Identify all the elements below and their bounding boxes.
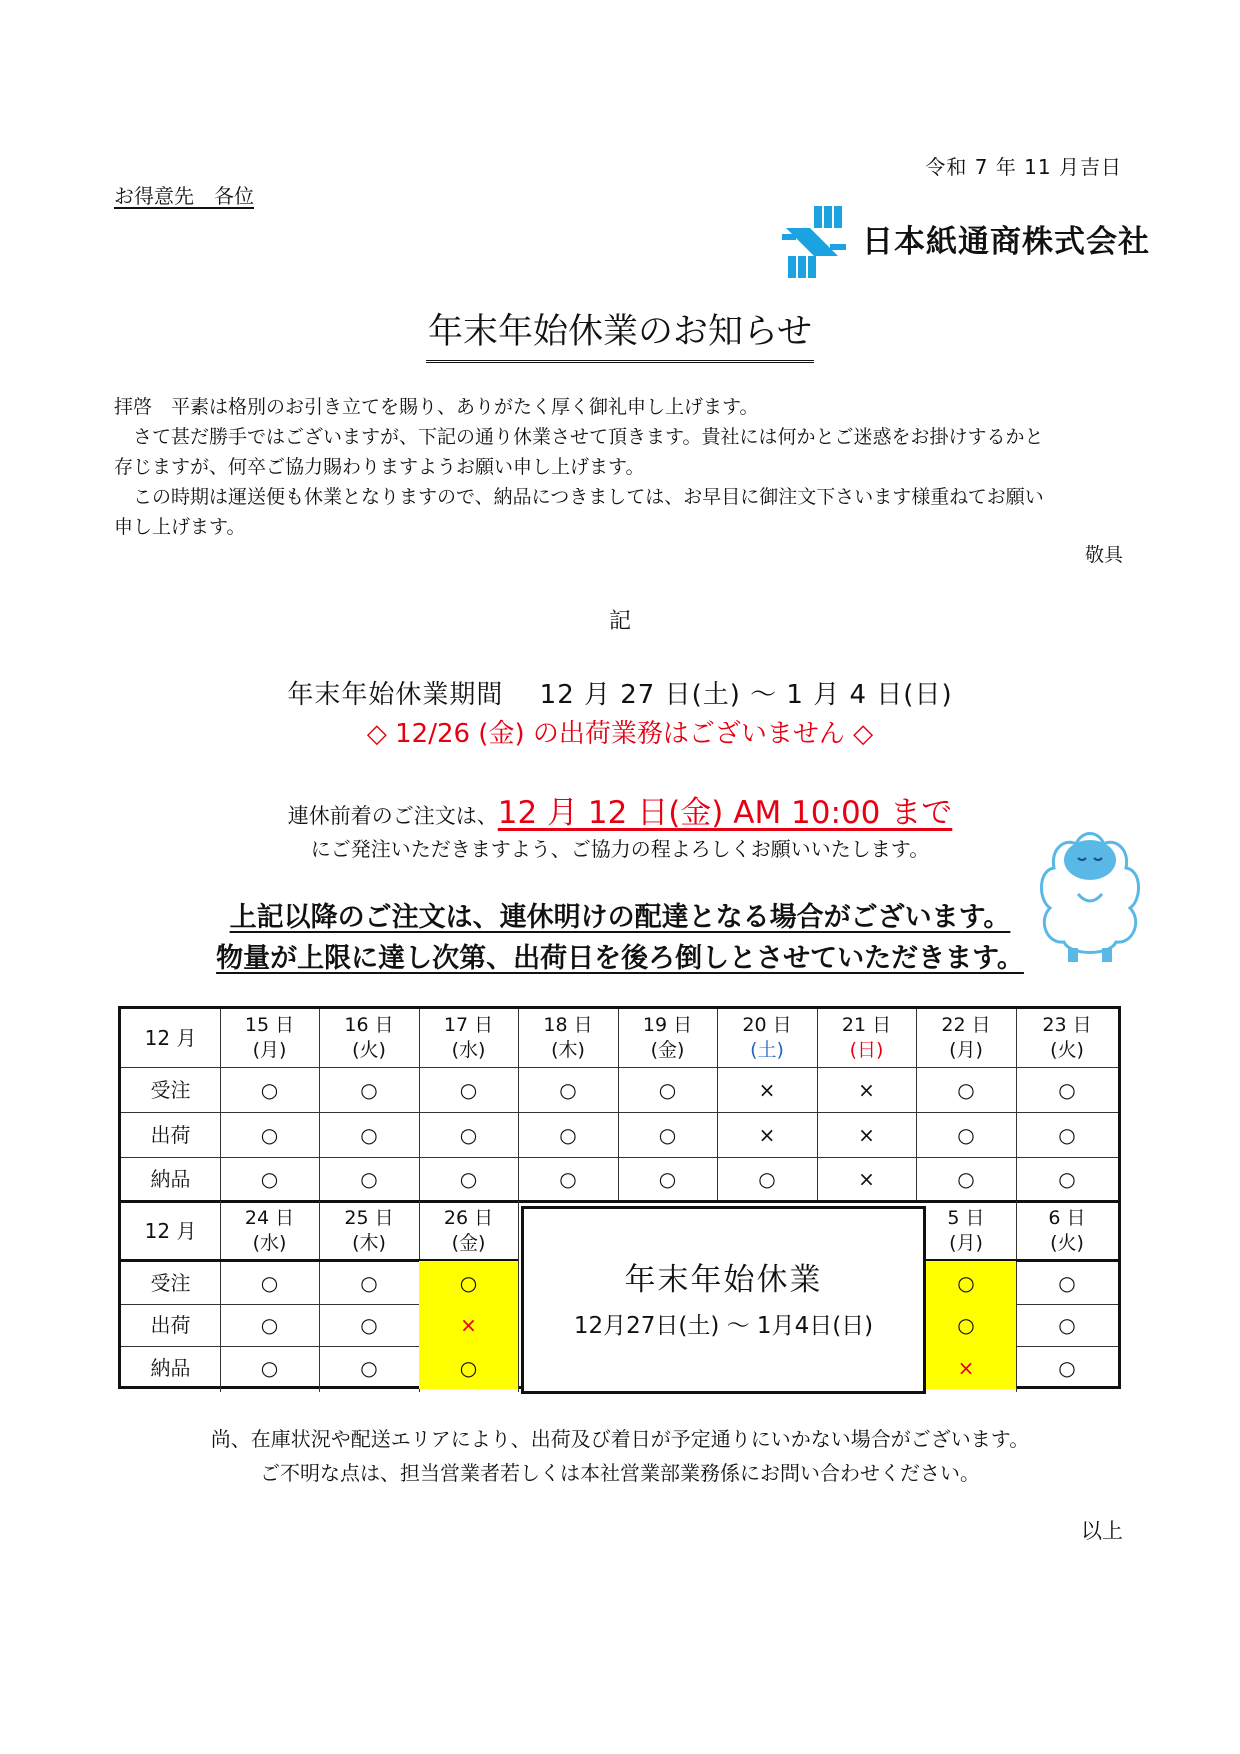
day-date: 6 日 — [1048, 1207, 1086, 1229]
deadline-prefix: 連休前着のご注文は、 — [287, 804, 498, 828]
body-line-1: 拝啓 平素は格別のお引き立てを賜り、ありがたく厚く御礼申し上げます。 — [114, 396, 759, 418]
day-of-week: (水) — [451, 1039, 486, 1061]
status-mark: × — [858, 1077, 875, 1102]
status-mark: ○ — [419, 1346, 518, 1389]
day-of-week: (金) — [451, 1232, 486, 1254]
status-mark: ○ — [1058, 1313, 1076, 1337]
status-mark: ○ — [260, 1313, 279, 1337]
day-date: 17 日 — [443, 1014, 494, 1036]
day-date: 25 日 — [344, 1207, 394, 1229]
status-mark: ○ — [1058, 1355, 1076, 1380]
row-label: 納品 — [150, 1355, 191, 1380]
schedule-table — [118, 1006, 1121, 1389]
status-mark: ○ — [260, 1167, 279, 1191]
status-mark: × — [758, 1122, 776, 1147]
day-header — [220, 1009, 319, 1067]
status-mark: ○ — [360, 1167, 378, 1191]
row-label: 出荷 — [150, 1313, 191, 1337]
notice-line-2: 物量が上限に達し次第、出荷日を後ろ倒しとさせていただきます。 — [216, 943, 1024, 974]
row-label: 受注 — [150, 1270, 191, 1295]
day-of-week: (火) — [1050, 1232, 1084, 1254]
notice-line-1: 上記以降のご注文は、連休明けの配達となる場合がございます。 — [229, 902, 1011, 933]
status-mark: ○ — [360, 1270, 378, 1295]
status-mark: ○ — [1058, 1167, 1076, 1191]
day-of-week: (木) — [352, 1232, 386, 1254]
status-mark: ○ — [1058, 1077, 1076, 1102]
status-mark: ○ — [419, 1261, 518, 1304]
recipient: お得意先 各位 — [114, 184, 254, 208]
company-name: 日本紙通商株式会社 — [862, 224, 1150, 260]
status-mark: × — [419, 1304, 518, 1346]
status-mark: ○ — [957, 1122, 975, 1147]
status-mark: ○ — [559, 1167, 577, 1191]
closing-ijou: 以上 — [1081, 1519, 1123, 1543]
body-line-4: この時期は運送便も休業となりますので、納品につきましては、お早目に御注文下さいます様重ねてお願い — [114, 486, 1044, 508]
status-mark: ○ — [360, 1313, 378, 1337]
day-of-week: (月) — [949, 1039, 983, 1061]
day-date: 18 日 — [543, 1014, 593, 1036]
status-mark: ○ — [957, 1077, 975, 1102]
status-mark: ○ — [360, 1355, 378, 1380]
day-header — [419, 1201, 518, 1261]
status-mark: ○ — [1058, 1122, 1076, 1147]
day-header — [916, 1201, 1016, 1261]
status-mark: ○ — [559, 1122, 577, 1147]
body-line-5: 申し上げます。 — [114, 516, 246, 538]
status-mark: ○ — [658, 1167, 677, 1191]
day-of-week: (日) — [849, 1039, 884, 1061]
body-line-3: 存じますが、何卒ご協力賜わりますようお願い申し上げます。 — [114, 456, 645, 478]
row-label: 納品 — [150, 1167, 191, 1191]
day-header — [916, 1009, 1016, 1067]
status-mark: ○ — [260, 1077, 279, 1102]
row-label: 受注 — [150, 1077, 191, 1102]
sheep-mascot-icon — [1034, 808, 1146, 966]
day-header — [319, 1009, 419, 1067]
day-header — [518, 1009, 618, 1067]
status-mark: ○ — [758, 1167, 776, 1191]
deadline-highlight: 12 月 12 日(金) AM 10:00 まで — [497, 795, 953, 831]
day-date: 19 日 — [642, 1014, 693, 1036]
company-logo — [780, 204, 1150, 280]
day-date: 23 日 — [1042, 1014, 1092, 1036]
status-mark: × — [858, 1122, 875, 1147]
day-date: 20 日 — [742, 1014, 792, 1036]
status-mark: ○ — [360, 1122, 378, 1147]
day-of-week: (火) — [1050, 1039, 1084, 1061]
day-date: 16 日 — [344, 1014, 394, 1036]
status-mark: ○ — [459, 1077, 478, 1102]
day-date: 21 日 — [841, 1014, 892, 1036]
status-mark: ○ — [559, 1077, 577, 1102]
deadline-request: にご発注いただきますよう、ご協力の程よろしくお願いいたします。 — [310, 837, 930, 861]
status-mark: ○ — [916, 1304, 1016, 1346]
status-mark: ○ — [658, 1122, 677, 1147]
day-header — [717, 1009, 817, 1067]
status-mark: ○ — [957, 1167, 975, 1191]
ki-heading: 記 — [608, 609, 631, 634]
status-mark: ○ — [360, 1077, 378, 1102]
company-logo-icon — [780, 204, 850, 280]
status-mark: ○ — [658, 1077, 677, 1102]
no-shipping-notice: ◇ 12/26 (金) の出荷業務はございません ◇ — [366, 719, 874, 749]
day-header — [1016, 1201, 1118, 1261]
footer-note-2: ご不明な点は、担当営業者若しくは本社営業部業務係にお問い合わせください。 — [260, 1461, 980, 1485]
body-line-2: さて甚だ勝手ではございますが、下記の通り休業させて頂きます。貴社には何かとご迷惑をお掛けするかと — [114, 426, 1044, 448]
day-date: 26 日 — [443, 1207, 494, 1229]
status-mark: ○ — [260, 1355, 279, 1380]
day-header — [618, 1009, 717, 1067]
row-label: 出荷 — [150, 1122, 191, 1147]
holiday-range: 12月27日(土) ～ 1月4日(日) — [573, 1313, 874, 1339]
day-header — [817, 1009, 916, 1067]
status-mark: ○ — [916, 1261, 1016, 1304]
day-header — [419, 1009, 518, 1067]
day-header — [1016, 1009, 1118, 1067]
status-mark: ○ — [260, 1122, 279, 1147]
day-date: 15 日 — [244, 1014, 295, 1036]
status-mark: ○ — [459, 1122, 478, 1147]
status-mark: ○ — [459, 1167, 478, 1191]
day-date: 24 日 — [244, 1207, 295, 1229]
holiday-period: 年末年始休業期間 12 月 27 日(土) ～ 1 月 4 日(日) — [287, 680, 953, 710]
status-mark: ○ — [1058, 1270, 1076, 1295]
status-mark: × — [916, 1346, 1016, 1389]
day-of-week: (水) — [252, 1232, 287, 1254]
month-label: 12 月 — [144, 1219, 197, 1243]
footer-note-1: 尚、在庫状況や配送エリアにより、出荷及び着日が予定通りにいかない場合がございます。 — [210, 1427, 1030, 1451]
status-mark: ○ — [260, 1270, 279, 1295]
holiday-title: 年末年始休業 — [624, 1262, 823, 1298]
day-of-week: (火) — [352, 1039, 386, 1061]
day-of-week: (木) — [551, 1039, 585, 1061]
day-date: 5 日 — [947, 1207, 985, 1229]
document-date: 令和 7 年 11 月吉日 — [925, 155, 1122, 179]
month-label: 12 月 — [144, 1026, 197, 1050]
day-date: 22 日 — [941, 1014, 991, 1036]
status-mark: × — [858, 1167, 875, 1191]
day-header — [319, 1201, 419, 1261]
day-header — [220, 1201, 319, 1261]
day-of-week: (月) — [252, 1039, 287, 1061]
status-mark: × — [758, 1077, 776, 1102]
page-title: 年末年始休業のお知らせ — [0, 304, 1240, 363]
holiday-box — [521, 1206, 926, 1394]
closing-keigu: 敬具 — [1084, 544, 1123, 566]
day-of-week: (土) — [750, 1039, 784, 1061]
day-of-week: (月) — [949, 1232, 983, 1254]
day-of-week: (金) — [650, 1039, 685, 1061]
